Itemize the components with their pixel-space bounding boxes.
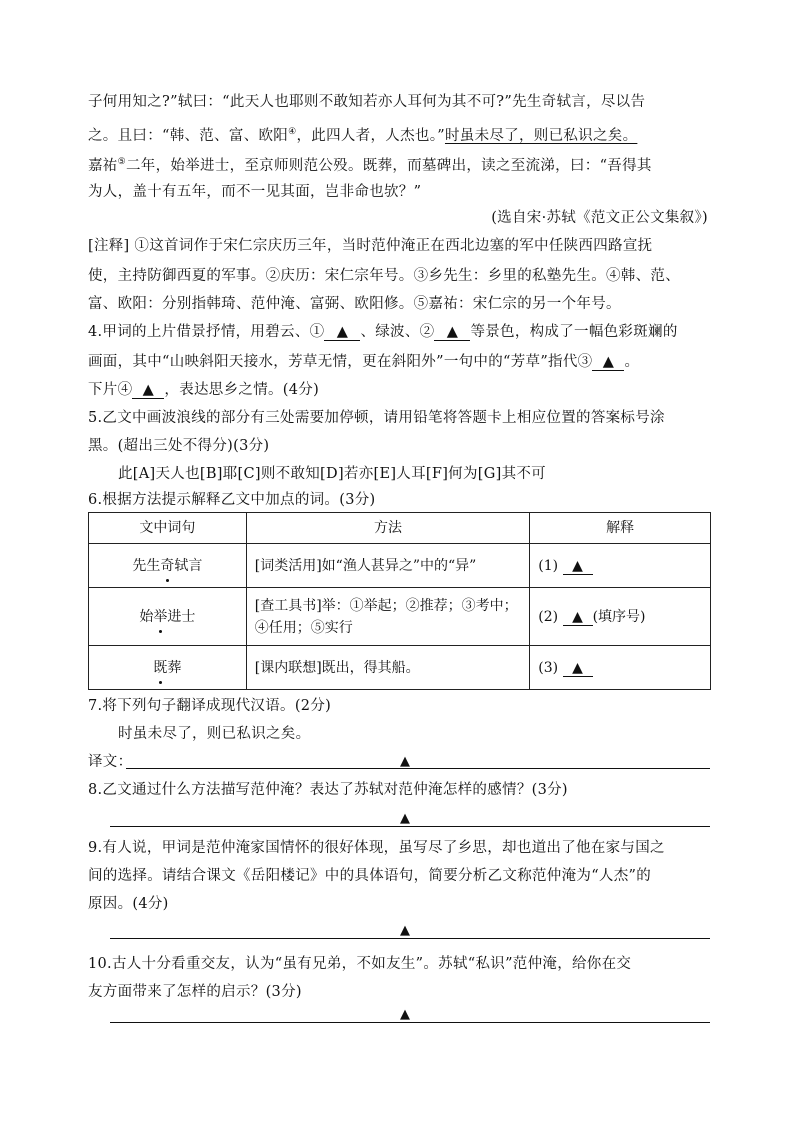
passage-text: 二年，始举进士，至京师则范公殁。既葬，而墓碑出，读之至流涕，曰：“吾得其 [125,157,652,174]
passage-text: 嘉祐 [88,157,118,174]
question-8-stem: 8.乙文通过什么方法描写范仲淹？表达了苏轼对范仲淹怎样的感情？(3分) [88,782,568,798]
answer-line[interactable] [110,826,710,827]
passage-text: 为人，盖十有五年，而不一见其面，岂非命也欤？” [88,184,422,200]
phrase-cell [89,588,247,646]
question-5-stem: 5.乙文中画波浪线的部分有三处需要加停顿，请用铅笔将答题卡上相应位置的答案标号涂 [88,410,665,426]
notes-line: 富、欧阳：分别指韩琦、范仲淹、富弼、欧阳修。⑤嘉祐：宋仁宗的另一个年号。 [88,296,621,312]
underlined-sentence: 时虽未尽了，则已私识之矣。 [444,127,638,144]
answer-cell [530,646,711,690]
answer-blank-2[interactable]: ▲ [434,324,470,341]
answer-blank-1[interactable]: ▲ [324,324,360,341]
question-9-stem: 9.有人说，甲词是范仲淹家国情怀的很好体现，虽写尽了乡思，却也道出了他在家与国之 [88,840,665,856]
phrase-text: 进士 [167,608,196,625]
answer-marker: ▲ [400,923,410,938]
dotted-word: 奇 [160,555,174,577]
question-6-stem: 6.根据方法提示解释乙文中加点的词。(3分) [88,492,376,508]
answer-marker: ▲ [400,1007,410,1022]
method-cell: [课内联想]既出，得其船。 [246,646,530,690]
phrase-cell [89,544,247,588]
method-table [88,512,711,690]
question-4-line [88,352,708,372]
translate-sentence: 时虽未尽了，则已私识之矣。 [118,726,311,742]
answer-marker: ▲ [400,811,410,826]
question-text: 、绿波、② [360,324,435,340]
footnote-marker: ④ [288,127,297,137]
table-header: 方法 [246,513,530,544]
answer-blank-3[interactable]: ▲ [592,354,624,371]
question-text: 画面，其中“山映斜阳天接水，芳草无情，更在斜阳外”一句中的“芳草”指代③ [88,354,593,370]
phrase-text: 始 [139,608,154,625]
method-cell: [查工具书]举：①举起；②推荐；③考中；④任用；⑤实行 [246,588,530,646]
answer-cell [530,588,711,646]
answer-label: (2) [538,608,559,625]
table-row [89,646,711,690]
phrase-text: 葬 [167,659,182,676]
answer-cell [530,544,711,588]
answer-blank-4[interactable]: ▲ [132,382,164,399]
answer-blank[interactable]: ▲ [563,558,593,575]
passage-source: (选自宋·苏轼《范文正公文集叙》) [491,210,708,226]
passage-line [88,92,708,112]
phrase-text: 轼言 [174,557,203,574]
notes-line: 使，主持防御西夏的军事。②庆历：宋仁宗年号。③乡先生：乡里的私塾先生。④韩、范、 [88,268,680,284]
dotted-word: 既 [153,657,167,679]
table-row [89,588,711,646]
table-header: 解释 [530,513,711,544]
question-text: 。 [624,354,640,370]
question-4-line [88,322,708,342]
segmented-sentence: 此[A]天人也[B]耶[C]则不敢知[D]若亦[E]人耳[F]何为[G]其不可 [118,466,546,482]
question-9-stem: 间的选择。请结合课文《岳阳楼记》中的具体语句，简要分析乙文称范仲淹为“人杰”的 [88,868,652,884]
table-header: 文中词句 [89,513,247,544]
phrase-text: 先生 [132,557,161,574]
question-text: 下片④ [88,382,133,398]
dotted-word: 举 [153,606,167,628]
table-header-row [89,513,711,544]
passage-line [88,182,708,202]
answer-label: (3) [538,659,559,676]
question-text: 等景色，构成了一幅色彩斑斓的 [470,324,678,340]
passage-text: 子何用知之?”轼曰：“此天人也耶则不敢知若亦人耳何为其不可?”先生奇轼言，尽以告 [88,94,646,110]
question-10-stem: 10.古人十分看重交友，认为“虽有兄弟，不如友生”。苏轼“私识”范仲淹，给你在交 [88,956,632,972]
passage-line [88,122,708,146]
answer-line[interactable] [110,938,710,939]
question-text: ，表达思乡之情。(4分) [164,382,320,398]
table-row [89,544,711,588]
answer-marker: ▲ [400,754,410,769]
answer-line[interactable] [110,1022,710,1023]
question-9-stem: 原因。(4分) [88,896,169,912]
translation-label: 译文： [88,754,133,770]
phrase-cell [89,646,247,690]
footnote-marker: ⑤ [117,157,126,167]
passage-line [88,152,708,176]
notes-line: [注释] ①这首词作于宋仁宗庆历三年，当时范仲淹正在西北边塞的军中任陕西四路宣抚 [88,238,653,254]
question-10-stem: 友方面带来了怎样的启示？(3分) [88,984,302,1000]
answer-blank[interactable]: ▲ [563,609,593,626]
question-4-line [88,380,708,400]
answer-line[interactable] [126,768,710,769]
answer-blank[interactable]: ▲ [563,660,593,677]
answer-hint: (填序号) [592,608,646,625]
answer-label: (1) [538,557,559,574]
passage-text: ，此四人者，人杰也。” [296,127,445,144]
question-7-stem: 7.将下列句子翻译成现代汉语。(2分) [88,698,332,714]
passage-text: 之。且曰：“韩、范、富、欧阳 [88,127,289,144]
question-text: 4.甲词的上片借景抒情，用碧云、① [88,324,325,340]
method-cell: [词类活用]如“渔人甚异之”中的“异” [246,544,530,588]
question-5-stem: 黑。(超出三处不得分)(3分) [88,438,270,454]
